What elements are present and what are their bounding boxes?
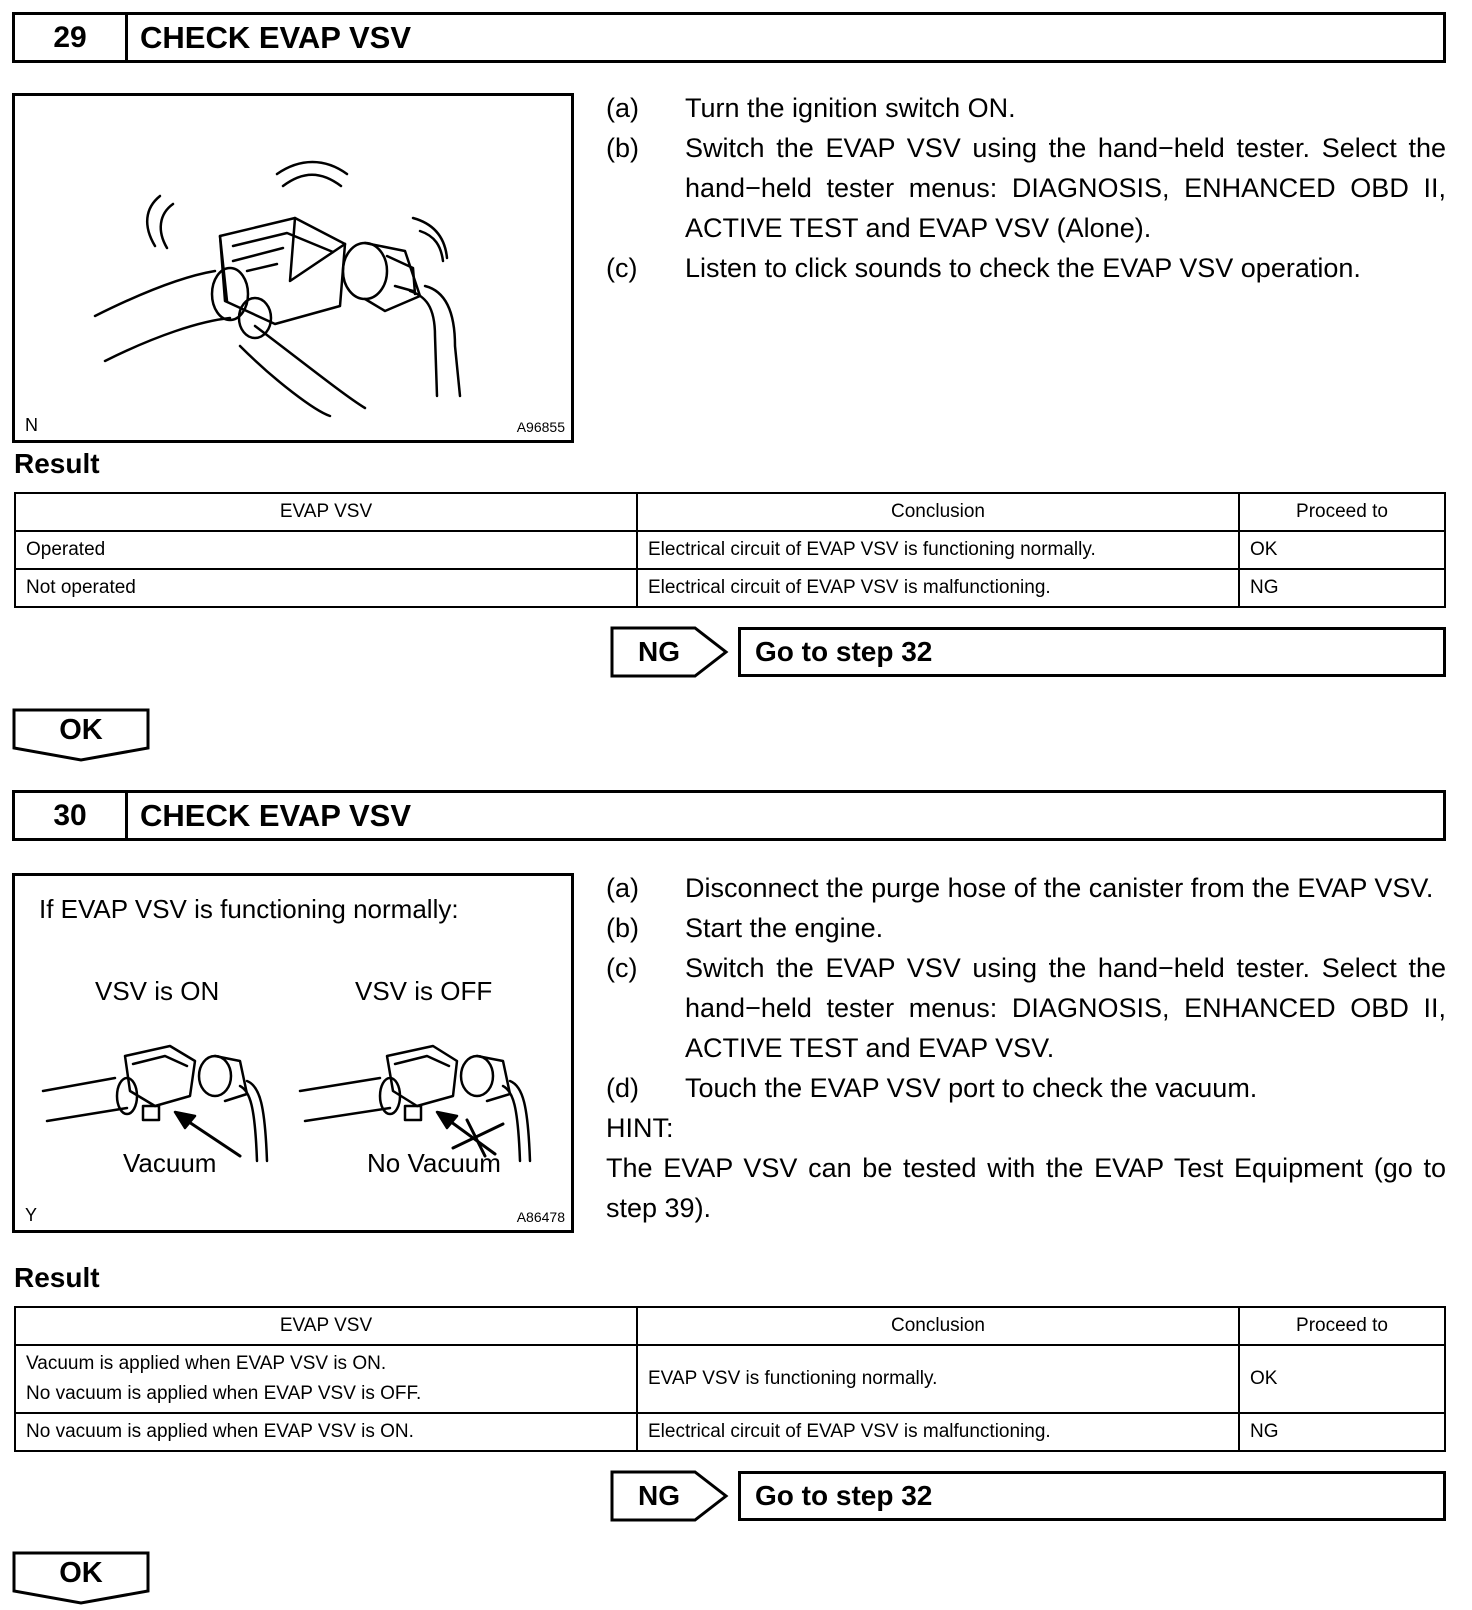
step-30-header [12,790,1446,841]
step-29-header [12,12,1446,63]
step-number: 30 [15,793,128,838]
ok-branch [12,1551,150,1605]
hint-text: The EVAP VSV can be tested with the EVAP Test Equipment (go to step 39). [606,1153,1446,1223]
step-30-instructions [606,868,1446,1228]
table-cell: NG [1239,1413,1445,1451]
ng-label: NG [638,1480,680,1511]
instruction-label: (a) [606,93,639,123]
ok-label: OK [59,1557,103,1589]
instruction-text: Switch the EVAP VSV using the hand−held tester. Select the hand−held tester menus: DIAGNOSIS, ENHANCED OBD II, ACTIVE TEST and EVAP VSV (Alone). [685,133,1446,243]
instruction-item [606,948,1446,1068]
cell-line: Vacuum is applied when EVAP VSV is ON. [26,1353,387,1374]
column-header: Conclusion [637,1307,1239,1345]
goto-step-link[interactable]: Go to step 32 [738,1471,1446,1521]
step-29-instructions [606,88,1446,288]
table-cell: EVAP VSV is functioning normally. [637,1345,1239,1413]
vsv-off-label: VSV is OFF [355,976,493,1006]
instruction-item [606,88,1446,128]
column-header: Proceed to [1239,493,1445,531]
figure-code: A86478 [516,1209,565,1225]
instruction-text: Start the engine. [685,913,884,943]
column-header: EVAP VSV [15,1307,637,1345]
instruction-label: (a) [606,873,639,903]
table-header-row [15,1307,1445,1345]
result-title: Result [14,448,100,479]
vsv-vacuum-figure [12,873,574,1233]
table-cell: Electrical circuit of EVAP VSV is functioning normally. [637,531,1239,569]
step-title: CHECK EVAP VSV [140,20,412,55]
step-30-result-table [14,1306,1446,1452]
instruction-item [606,868,1446,908]
instruction-text: Touch the EVAP VSV port to check the vacuum. [685,1073,1258,1103]
vsv-solenoid-illustration [15,96,571,440]
column-header: Proceed to [1239,1307,1445,1345]
instruction-text: Turn the ignition switch ON. [685,93,1016,123]
no-vacuum-label: No Vacuum [367,1148,501,1178]
vsv-click-figure [12,93,574,443]
column-header: EVAP VSV [15,493,637,531]
instruction-label: (b) [606,133,639,163]
table-cell: NG [1239,569,1445,607]
ok-label: OK [59,714,103,746]
table-cell: OK [1239,1345,1445,1413]
vsv-on-off-illustration [15,1016,571,1166]
figure-letter: N [25,415,38,435]
step-title: CHECK EVAP VSV [140,798,412,833]
step-number: 29 [15,15,128,60]
table-header-row [15,493,1445,531]
vacuum-label: Vacuum [123,1148,217,1178]
instruction-text: Disconnect the purge hose of the canister from the EVAP VSV. [685,873,1434,903]
instruction-label: (c) [606,253,638,283]
instruction-label: (b) [606,913,639,943]
table-cell: Not operated [15,569,637,607]
figure-letter: Y [25,1205,38,1225]
instruction-text: Listen to click sounds to check the EVAP VSV operation. [685,253,1361,283]
table-row [15,531,1445,569]
instruction-text: Switch the EVAP VSV using the hand−held tester. Select the hand−held tester menus: DIAGNOSIS, ENHANCED OBD II, ACTIVE TEST and EVAP VSV. [685,953,1446,1063]
ng-branch-arrow [610,626,730,678]
table-row [15,1413,1445,1451]
table-cell: Electrical circuit of EVAP VSV is malfunctioning. [637,1413,1239,1451]
table-row [15,1345,1445,1413]
table-cell: No vacuum is applied when EVAP VSV is ON. [15,1413,637,1451]
table-cell [15,1345,637,1413]
table-cell: Electrical circuit of EVAP VSV is malfunctioning. [637,569,1239,607]
table-row [15,569,1445,607]
figure-caption: If EVAP VSV is functioning normally: [39,894,459,924]
result-title: Result [14,1262,100,1293]
table-cell: Operated [15,531,637,569]
cell-line: No vacuum is applied when EVAP VSV is OFF. [26,1383,422,1404]
table-cell: OK [1239,531,1445,569]
instruction-item [606,248,1446,288]
instruction-label: (c) [606,953,638,983]
column-header: Conclusion [637,493,1239,531]
vsv-on-label: VSV is ON [95,976,220,1006]
ok-branch [12,708,150,762]
step-29-result-table [14,492,1446,608]
ng-label: NG [638,636,680,667]
goto-step-link[interactable]: Go to step 32 [738,627,1446,677]
instruction-label: (d) [606,1073,639,1103]
figure-code: A96855 [516,419,565,435]
instruction-item [606,908,1446,948]
hint-label: HINT: [606,1113,674,1143]
ng-branch-arrow [610,1470,730,1522]
instruction-item [606,128,1446,248]
instruction-item [606,1068,1446,1108]
